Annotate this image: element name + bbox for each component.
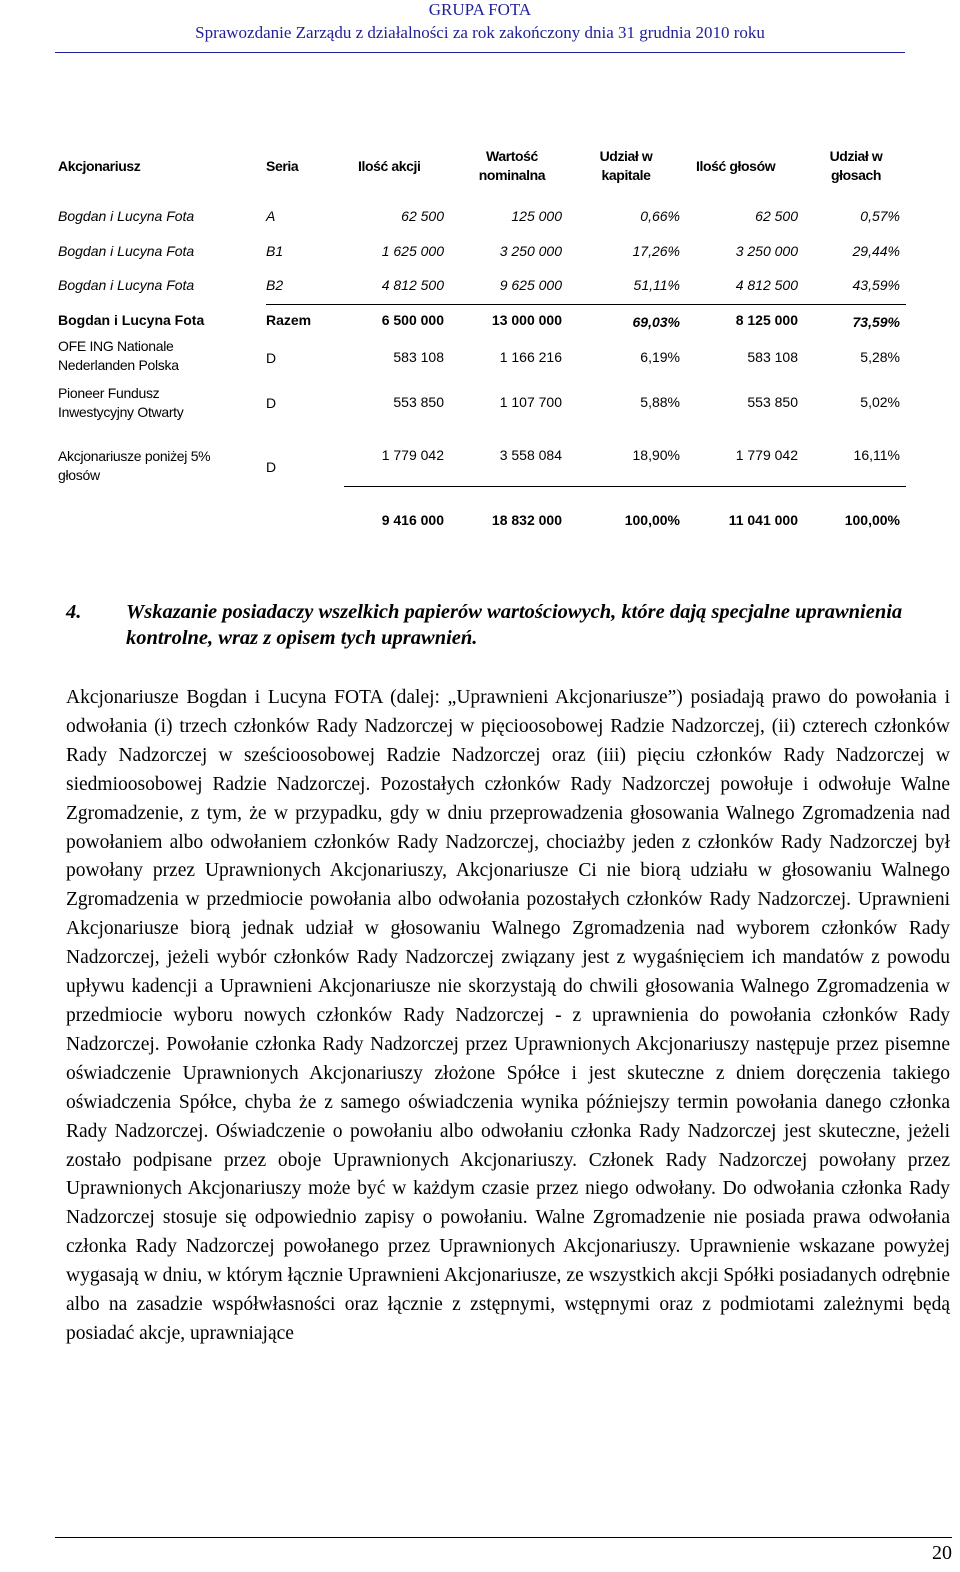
col-header-series: Seria — [266, 158, 299, 174]
table-cell-votes: 1 779 042 — [735, 447, 798, 463]
table-cell-voteshare: 5,28% — [860, 349, 900, 365]
holder-line-2: głosów — [58, 467, 100, 483]
table-cell-capital: 0,66% — [640, 208, 680, 224]
col-header-capital — [576, 147, 676, 185]
table-cell-nominal: 3 250 000 — [499, 243, 562, 259]
table-cell-shares: 1 625 000 — [381, 243, 444, 259]
col-header-voteshare — [806, 147, 906, 185]
table-cell-voteshare: 73,59% — [852, 314, 900, 330]
table-cell-series: D — [266, 395, 277, 411]
table-cell-series: Razem — [266, 312, 312, 328]
table-cell-capital: 17,26% — [632, 243, 680, 259]
table-cell-nominal: 1 166 216 — [499, 349, 562, 365]
table-cell-holder — [58, 447, 258, 485]
table-cell-shares: 583 108 — [393, 349, 444, 365]
table-cell-votes: 4 812 500 — [735, 277, 798, 293]
body-paragraph: Akcjonariusze Bogdan i Lucyna FOTA (dalej: „Uprawnieni Akcjonariusze”) posiadają prawo do powołania i odwołania (i) trzech członków Rady Nadzorczej w pięcioosobowej Radzie Nadzorczej, (ii) czterech członków Rady Nadzorczej w sześcioosobowej Radzie Nadzorczej oraz (iii) pięciu członków Rady Nadzorczej w siedmioosobowej Radzie Nadzorczej. Pozostałych członków Rady Nadzorczej powołuje i odwołuje Walne Zgromadzenie, z tym, że w przypadku, gdy w dniu przeprowadzenia głosowania Walnego Zgromadzenia nad powołaniem albo odwołaniem członków Rady Nadzorczej, chociażby jeden z członków Rady Nadzorczej był powołany przez Uprawnionych Akcjonariuszy, Akcjonariusze Ci nie biorą udziału w głosowaniu Walnego Zgromadzenia w przedmiocie powołania albo odwołania pozostałych członków Rady Nadzorczej. Uprawnieni Akcjonariusze biorą jednak udział w głosowaniu Walnego Zgromadzenia nad wyborem członków Rady Nadzorczej, jeżeli wybór członków Rady Nadzorczej związany jest z wygaśnięciem ich mandatów z powodu upływu kadencji a Uprawnieni Akcjonariusze nie skorzystają do chwili głosowania Walnego Zgromadzenia w przedmiocie wyboru nowych członków Rady Nadzorczej - z uprawnienia do powołania członków Rady Nadzorczej. Powołanie członka Rady Nadzorczej przez Uprawnionych Akcjonariuszy następuje przez pisemne oświadczenie Uprawnionych Akcjonariuszy złożone Spółce i jest skuteczne z dniem doręczenia takiego oświadczenia Spółce, chyba że z samego oświadczenia wynika późniejszy termin powołania danego członka Rady Nadzorczej. Oświadczenie o powołaniu albo odwołaniu członka Rady Nadzorczej jest skuteczne, jeżeli zostało podpisane przez oboje Uprawnionych Akcjonariuszy. Członek Rady Nadzorczej powołany przez Uprawnionych Akcjonariuszy może być w każdym czasie przez niego odwołany. Do odwołania członka Rady Nadzorczej stosuje się odpowiednio zapisy o powołaniu. Walne Zgromadzenie nie posiada prawa odwołania członka Rady Nadzorczej powołanego przez Uprawnionych Akcjonariuszy. Uprawnienie wskazane powyżej wygasają w dniu, w którym łącznie Uprawnieni Akcjonariusze, ze wszystkich akcji Spółki posiadanych odrębnie albo na zasadzie współwłasności oraz łącznie z zstępnymi, wstępnymi oraz z podmiotami zależnymi będą posiadać akcje, uprawniające — [66, 687, 950, 1344]
table-cell-series: B2 — [266, 277, 284, 293]
table-cell-holder: Bogdan i Lucyna Fota — [58, 243, 195, 259]
table-cell-votes: 3 250 000 — [735, 243, 798, 259]
table-cell-capital: 5,88% — [640, 394, 680, 410]
table-cell-votes: 583 108 — [747, 349, 798, 365]
table-cell-voteshare: 29,44% — [852, 243, 900, 259]
col-header-nominal — [462, 147, 562, 185]
table-cell-nominal: 3 558 084 — [499, 447, 562, 463]
footer-divider — [55, 1537, 952, 1538]
table-cell-capital: 6,19% — [640, 349, 680, 365]
total-nominal: 18 832 000 — [491, 512, 562, 528]
total-capital: 100,00% — [624, 512, 680, 528]
holder-line-2: Nederlanden Polska — [58, 357, 179, 373]
total-divider — [344, 486, 906, 487]
row-divider — [266, 304, 906, 305]
table-cell-nominal: 1 107 700 — [499, 394, 562, 410]
col-header-shareholder: Akcjonariusz — [58, 158, 141, 174]
table-cell-holder — [58, 384, 248, 422]
table-cell-series: D — [266, 459, 277, 475]
table-cell-voteshare: 43,59% — [852, 277, 900, 293]
table-cell-voteshare: 5,02% — [860, 394, 900, 410]
table-cell-nominal: 9 625 000 — [499, 277, 562, 293]
table-cell-capital: 18,90% — [632, 447, 680, 463]
header-divider — [55, 52, 905, 53]
holder-line-1: Pioneer Fundusz — [58, 385, 160, 401]
table-cell-holder: Bogdan i Lucyna Fota — [58, 312, 205, 328]
table-cell-holder: Bogdan i Lucyna Fota — [58, 208, 195, 224]
table-cell-capital: 69,03% — [632, 314, 680, 330]
table-cell-shares: 6 500 000 — [381, 312, 444, 328]
table-cell-series: D — [266, 350, 277, 366]
col-header-votes: Ilość głosów — [696, 158, 776, 174]
holder-line-1: OFE ING Nationale — [58, 338, 174, 354]
col-header-shares: Ilość akcji — [358, 158, 421, 174]
col-header-nominal-l1: Wartość — [486, 148, 538, 164]
table-cell-shares: 62 500 — [401, 208, 444, 224]
table-cell-shares: 553 850 — [393, 394, 444, 410]
col-header-nominal-l2: nominalna — [478, 167, 546, 183]
table-cell-votes: 62 500 — [755, 208, 798, 224]
table-cell-votes: 553 850 — [747, 394, 798, 410]
col-header-voteshare-l1: Udział w — [829, 148, 883, 164]
section-number: 4. — [66, 601, 82, 623]
table-cell-series: B1 — [266, 243, 284, 259]
company-name: GRUPA FOTA — [428, 0, 532, 19]
total-votes: 11 041 000 — [728, 512, 798, 528]
table-cell-holder — [58, 337, 248, 375]
col-header-voteshare-l2: głosach — [830, 167, 882, 183]
table-cell-nominal: 13 000 000 — [491, 312, 562, 328]
table-cell-shares: 1 779 042 — [381, 447, 444, 463]
holder-line-2: Inwestycyjny Otwarty — [58, 404, 184, 420]
col-header-capital-l1: Udział w — [599, 148, 653, 164]
table-cell-votes: 8 125 000 — [735, 312, 798, 328]
holder-line-1: Akcjonariusze poniżej 5% — [58, 448, 211, 464]
table-cell-series: A — [266, 208, 276, 224]
table-cell-voteshare: 16,11% — [853, 447, 900, 463]
table-cell-shares: 4 812 500 — [381, 277, 444, 293]
report-title: Sprawozdanie Zarządu z działalności za rok zakończony dnia 31 grudnia 2010 roku — [195, 23, 765, 42]
table-cell-holder: Bogdan i Lucyna Fota — [58, 277, 195, 293]
table-cell-capital: 51,11% — [633, 277, 680, 293]
page-number: 20 — [932, 1542, 952, 1564]
table-cell-voteshare: 0,57% — [860, 208, 900, 224]
col-header-capital-l2: kapitale — [601, 167, 651, 183]
total-shares: 9 416 000 — [381, 512, 444, 528]
table-cell-nominal: 125 000 — [511, 208, 562, 224]
section-title: Wskazanie posiadaczy wszelkich papierów wartościowych, które dają specjalne uprawnienia kontrolne, wraz z opisem tych uprawnień. — [126, 601, 903, 649]
total-voteshare: 100,00% — [844, 512, 900, 528]
